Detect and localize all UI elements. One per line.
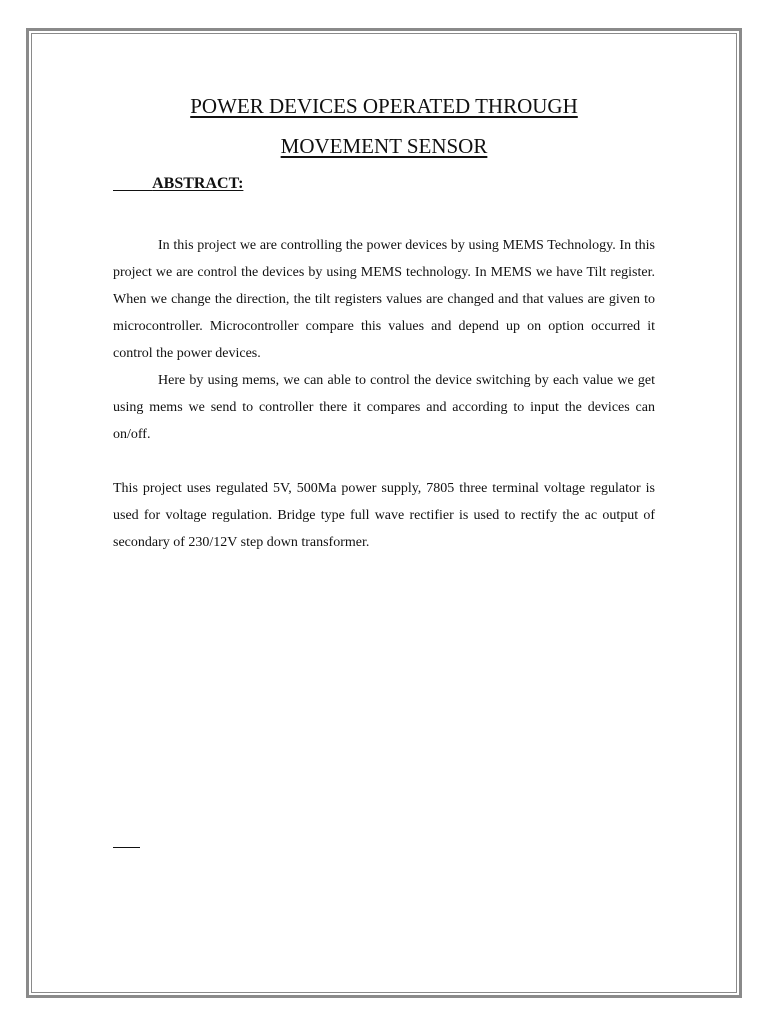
abstract-heading-text: ABSTRACT: [152,175,244,192]
abstract-paragraph-3: This project uses regulated 5V, 500Ma power supply, 7805 three terminal voltage regulator is used for voltage regulation. Bridge type full wave rectifier is used to rectify the ac output of secondary of 230/12V step down transformer. [113,481,655,550]
abstract-heading-indent [113,175,152,192]
stray-underline-mark [113,847,140,848]
document-title-line-2: MOVEMENT SENSOR [280,134,488,158]
document-title-line-1: POWER DEVICES OPERATED THROUGH [190,94,578,118]
abstract-paragraph-2: Here by using mems, we can able to control the device switching by each value we get using mems we send to controller there it compares and according to input the devices can on/off. [113,373,655,442]
abstract-heading [113,175,243,193]
abstract-paragraph-1: In this project we are controlling the power devices by using MEMS Technology. In this project we are control the devices by using MEMS technology. In MEMS we have Tilt register. When we change the direction, the tilt registers values are changed and that values are given to microcontroller. Microcontroller compare this values and depend up on option occurred it control the power devices. [113,238,655,361]
